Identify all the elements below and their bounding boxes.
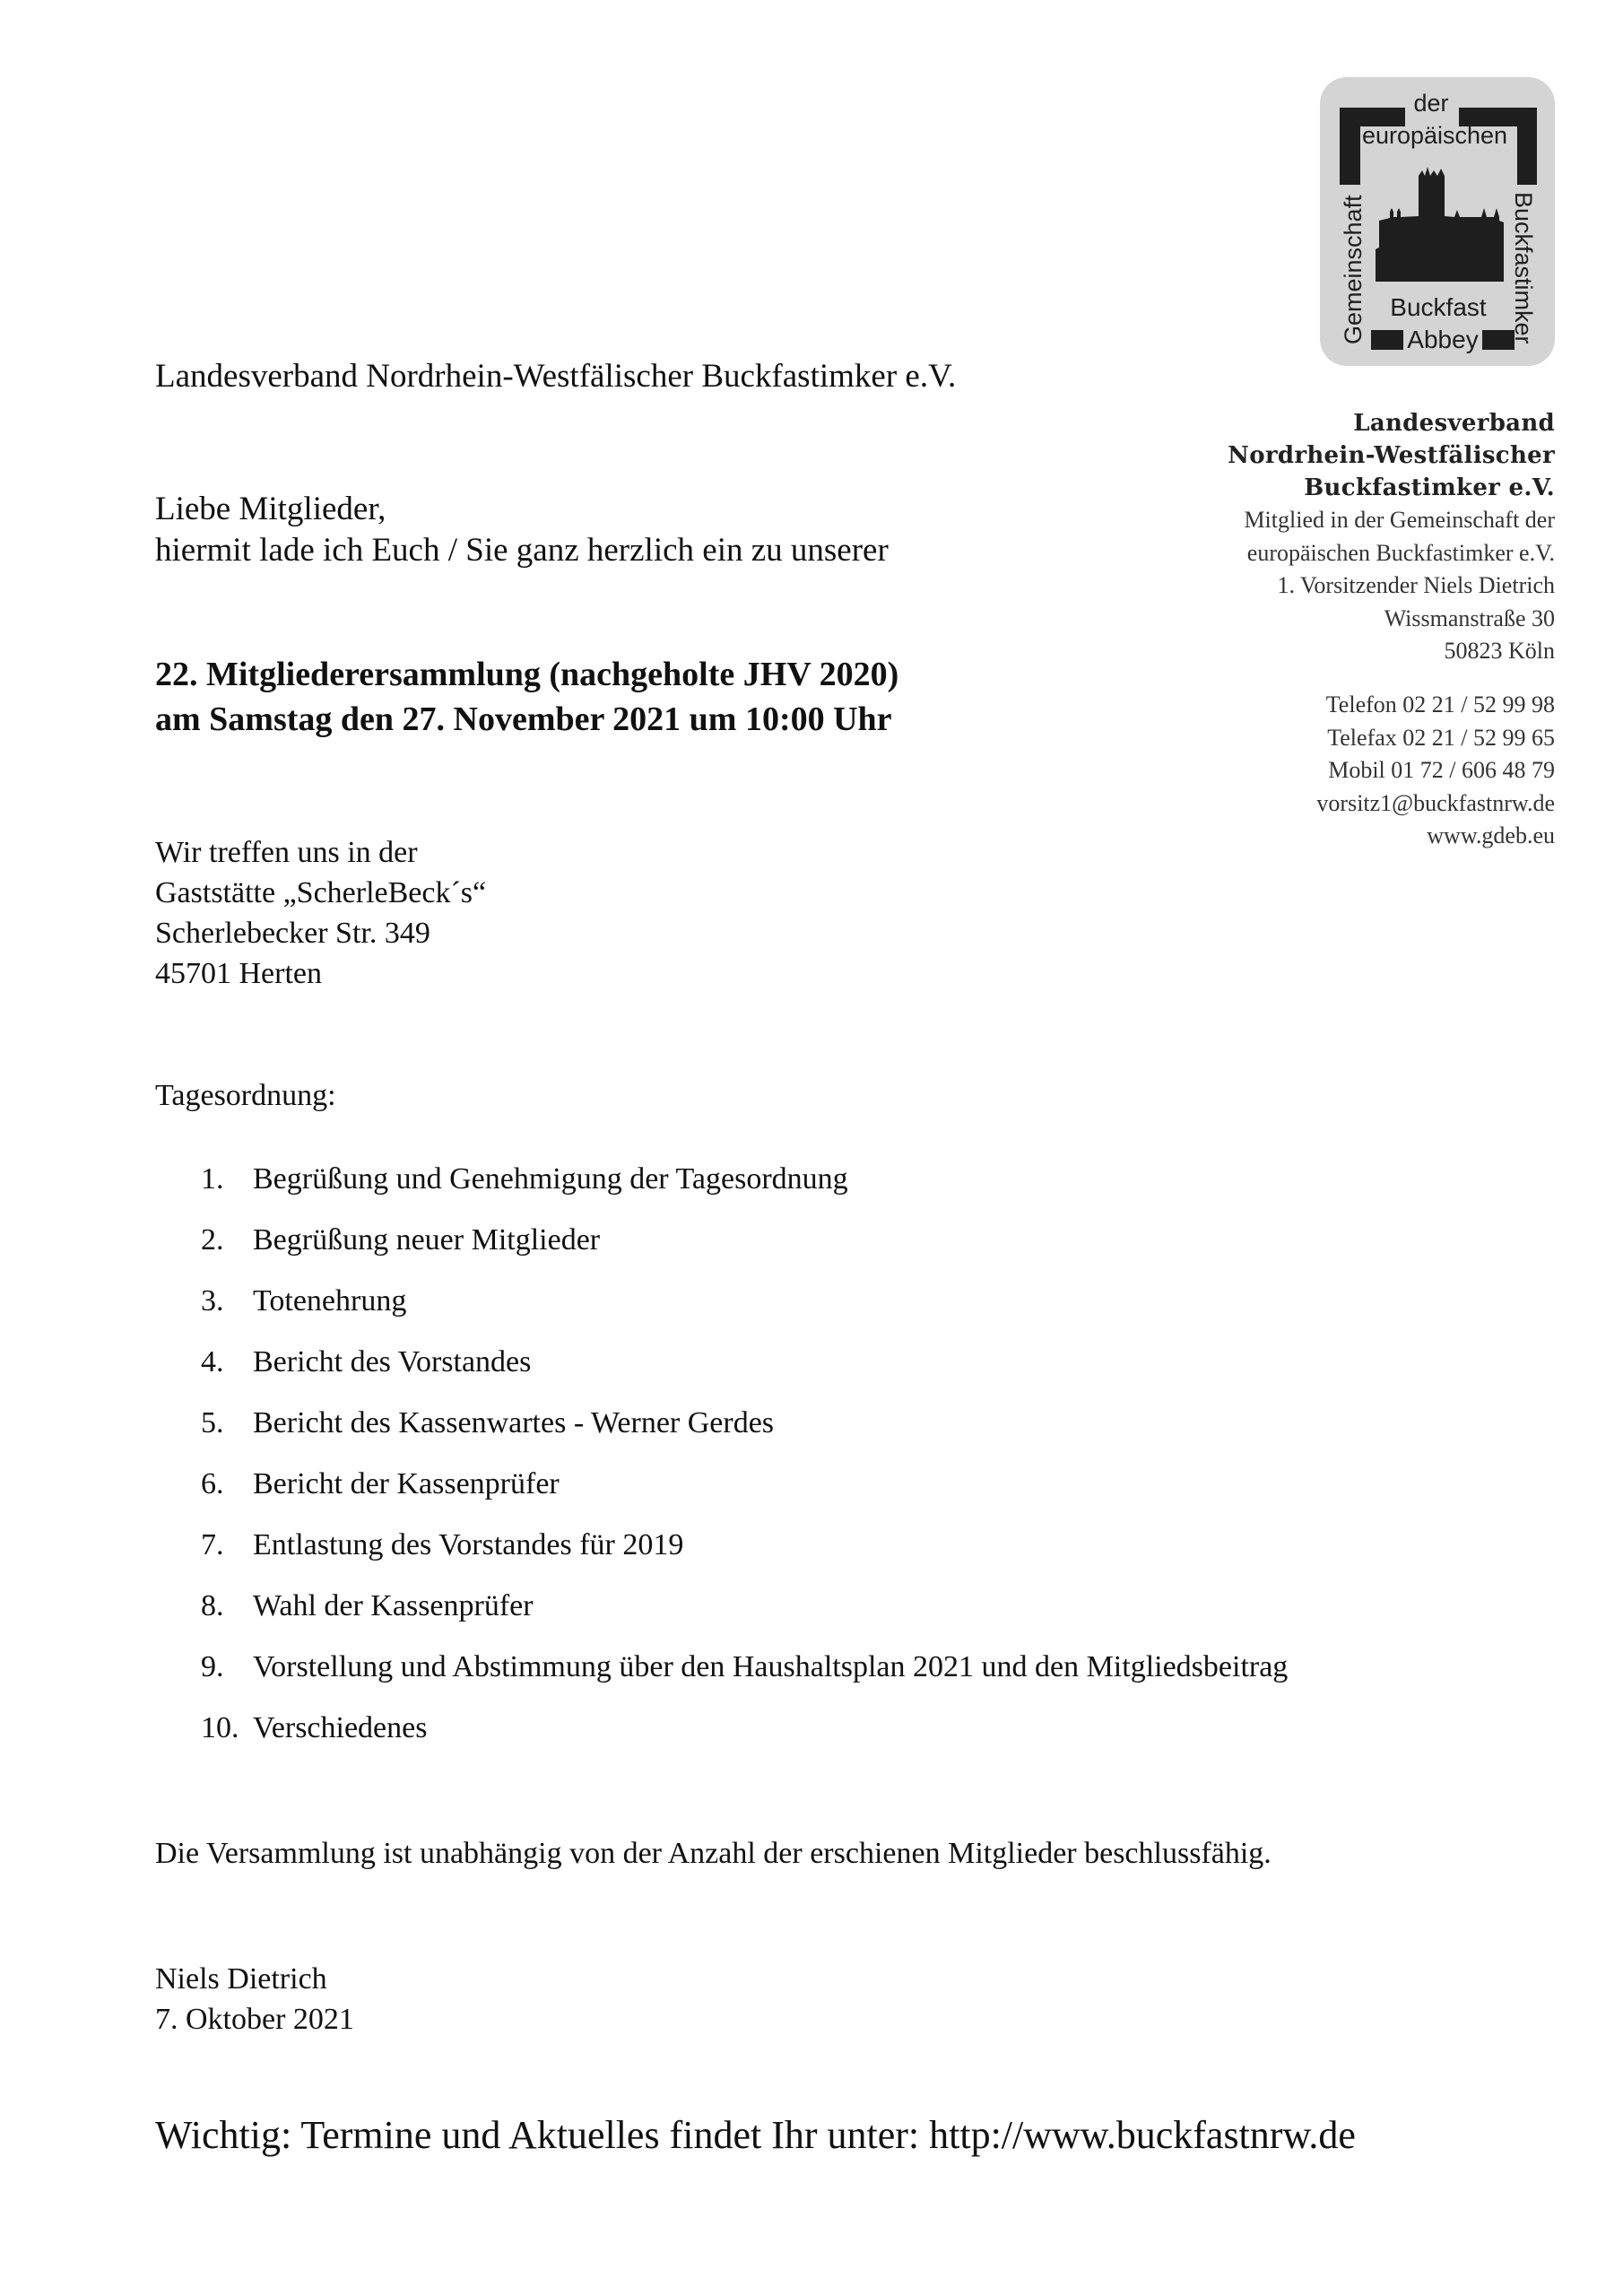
logo-text-europaeischen: europäischen — [1361, 122, 1508, 149]
agenda-item-text: Verschiedenes — [253, 1711, 428, 1744]
letterhead-contact — [1316, 689, 1555, 853]
venue-city: 45701 Herten — [155, 957, 323, 990]
org-name-line: Nordrhein-Westfälischer — [1228, 442, 1555, 469]
agenda-item — [201, 1650, 1288, 1711]
agenda-item-number: 7. — [201, 1528, 224, 1561]
agenda-item — [201, 1223, 1288, 1284]
association-logo — [1320, 77, 1555, 366]
logo-graphic — [1320, 77, 1555, 366]
logo-text-buckfastimker: Buckfastimker — [1510, 192, 1537, 344]
agenda-item-number: 9. — [201, 1650, 224, 1683]
signature-name: Niels Dietrich — [155, 1962, 327, 1996]
address-line: 1. Vorsitzender Niels Dietrich — [1277, 572, 1555, 598]
agenda-item — [201, 1711, 1288, 1772]
venue-line: Wir treffen uns in der — [155, 836, 418, 869]
agenda-item-number: 5. — [201, 1406, 224, 1439]
agenda-item-number: 10. — [201, 1711, 239, 1744]
logo-block-right — [1482, 330, 1515, 350]
agenda-item-text: Bericht der Kassenprüfer — [253, 1467, 560, 1500]
agenda-item-text: Totenehrung — [253, 1284, 407, 1318]
address-line: Wissmanstraße 30 — [1384, 604, 1555, 631]
agenda-item-text: Bericht des Kassenwartes - Werner Gerdes — [253, 1406, 775, 1439]
agenda-item-number: 4. — [201, 1345, 224, 1378]
agenda-item-text: Begrüßung neuer Mitglieder — [253, 1223, 601, 1257]
agenda-item-number: 3. — [201, 1284, 224, 1318]
logo-text-gemeinschaft: Gemeinschaft — [1340, 195, 1367, 344]
agenda-item — [201, 1162, 1288, 1223]
agenda-item — [201, 1528, 1288, 1589]
email-link[interactable]: vorsitz1@buckfastnrw.de — [1316, 789, 1555, 816]
agenda-item-number: 1. — [201, 1162, 224, 1196]
intro-text: hiermit lade ich Euch / Sie ganz herzlich ein zu unserer — [155, 532, 889, 569]
agenda-item-number: 6. — [201, 1467, 224, 1500]
agenda-item-text: Begrüßung und Genehmigung der Tagesordnung — [253, 1162, 848, 1196]
agenda-item — [201, 1467, 1288, 1528]
agenda-item-text: Bericht des Vorstandes — [253, 1345, 532, 1378]
castle-icon — [1376, 167, 1504, 282]
agenda-item-number: 8. — [201, 1589, 224, 1622]
agenda-item — [201, 1345, 1288, 1406]
address-line: europäischen Buckfastimker e.V. — [1246, 539, 1555, 566]
address-line: Mitglied in der Gemeinschaft der — [1244, 507, 1555, 533]
org-name-line: Landesverband — [1353, 410, 1555, 437]
agenda-item-text: Vorstellung und Abstimmung über den Haushaltsplan 2021 und den Mitgliedsbeitrag — [253, 1650, 1289, 1683]
signature-date: 7. Oktober 2021 — [155, 2003, 354, 2036]
agenda-item-text: Wahl der Kassenprüfer — [253, 1589, 534, 1622]
sender-line: Landesverband Nordrhein-Westfälischer Buckfastimker e.V. — [155, 358, 957, 395]
agenda-item-text: Entlastung des Vorstandes für 2019 — [253, 1528, 684, 1561]
org-name-line: Buckfastimker e.V. — [1304, 474, 1555, 501]
venue-name: Gaststätte „ScherleBeck´s“ — [155, 876, 487, 909]
agenda-item-number: 2. — [201, 1223, 224, 1257]
logo-block-left — [1371, 330, 1403, 350]
agenda-list — [201, 1162, 1288, 1772]
website-link[interactable]: www.gdeb.eu — [1427, 822, 1555, 848]
mobile: Mobil 01 72 / 606 48 79 — [1328, 757, 1555, 783]
agenda-item — [201, 1284, 1288, 1345]
agenda-item — [201, 1589, 1288, 1650]
event-datetime: am Samstag den 27. November 2021 um 10:00 Uhr — [155, 700, 892, 738]
agenda-item — [201, 1406, 1288, 1467]
logo-text-der: der — [1413, 90, 1449, 117]
quorum-note: Die Versammlung ist unabhängig von der Anzahl der erschienen Mitglieder beschlussfähig. — [155, 1837, 1271, 1870]
agenda-heading: Tagesordnung: — [155, 1079, 336, 1112]
event-title: 22. Mitgliederersammlung (nachgeholte JHV 2020) — [155, 656, 899, 693]
fax: Telefax 02 21 / 52 99 65 — [1327, 724, 1555, 751]
address-line: 50823 Köln — [1444, 638, 1555, 664]
letterhead-address — [1228, 407, 1555, 668]
salutation: Liebe Mitglieder, — [155, 491, 386, 527]
logo-text-buckfast: Buckfast — [1390, 293, 1487, 321]
phone: Telefon 02 21 / 52 99 98 — [1325, 691, 1555, 718]
logo-text-abbey: Abbey — [1407, 326, 1479, 353]
venue-street: Scherlebecker Str. 349 — [155, 917, 430, 950]
footer-note: Wichtig: Termine und Aktuelles findet Ihr unter: http://www.buckfastnrw.de — [155, 2113, 1356, 2157]
